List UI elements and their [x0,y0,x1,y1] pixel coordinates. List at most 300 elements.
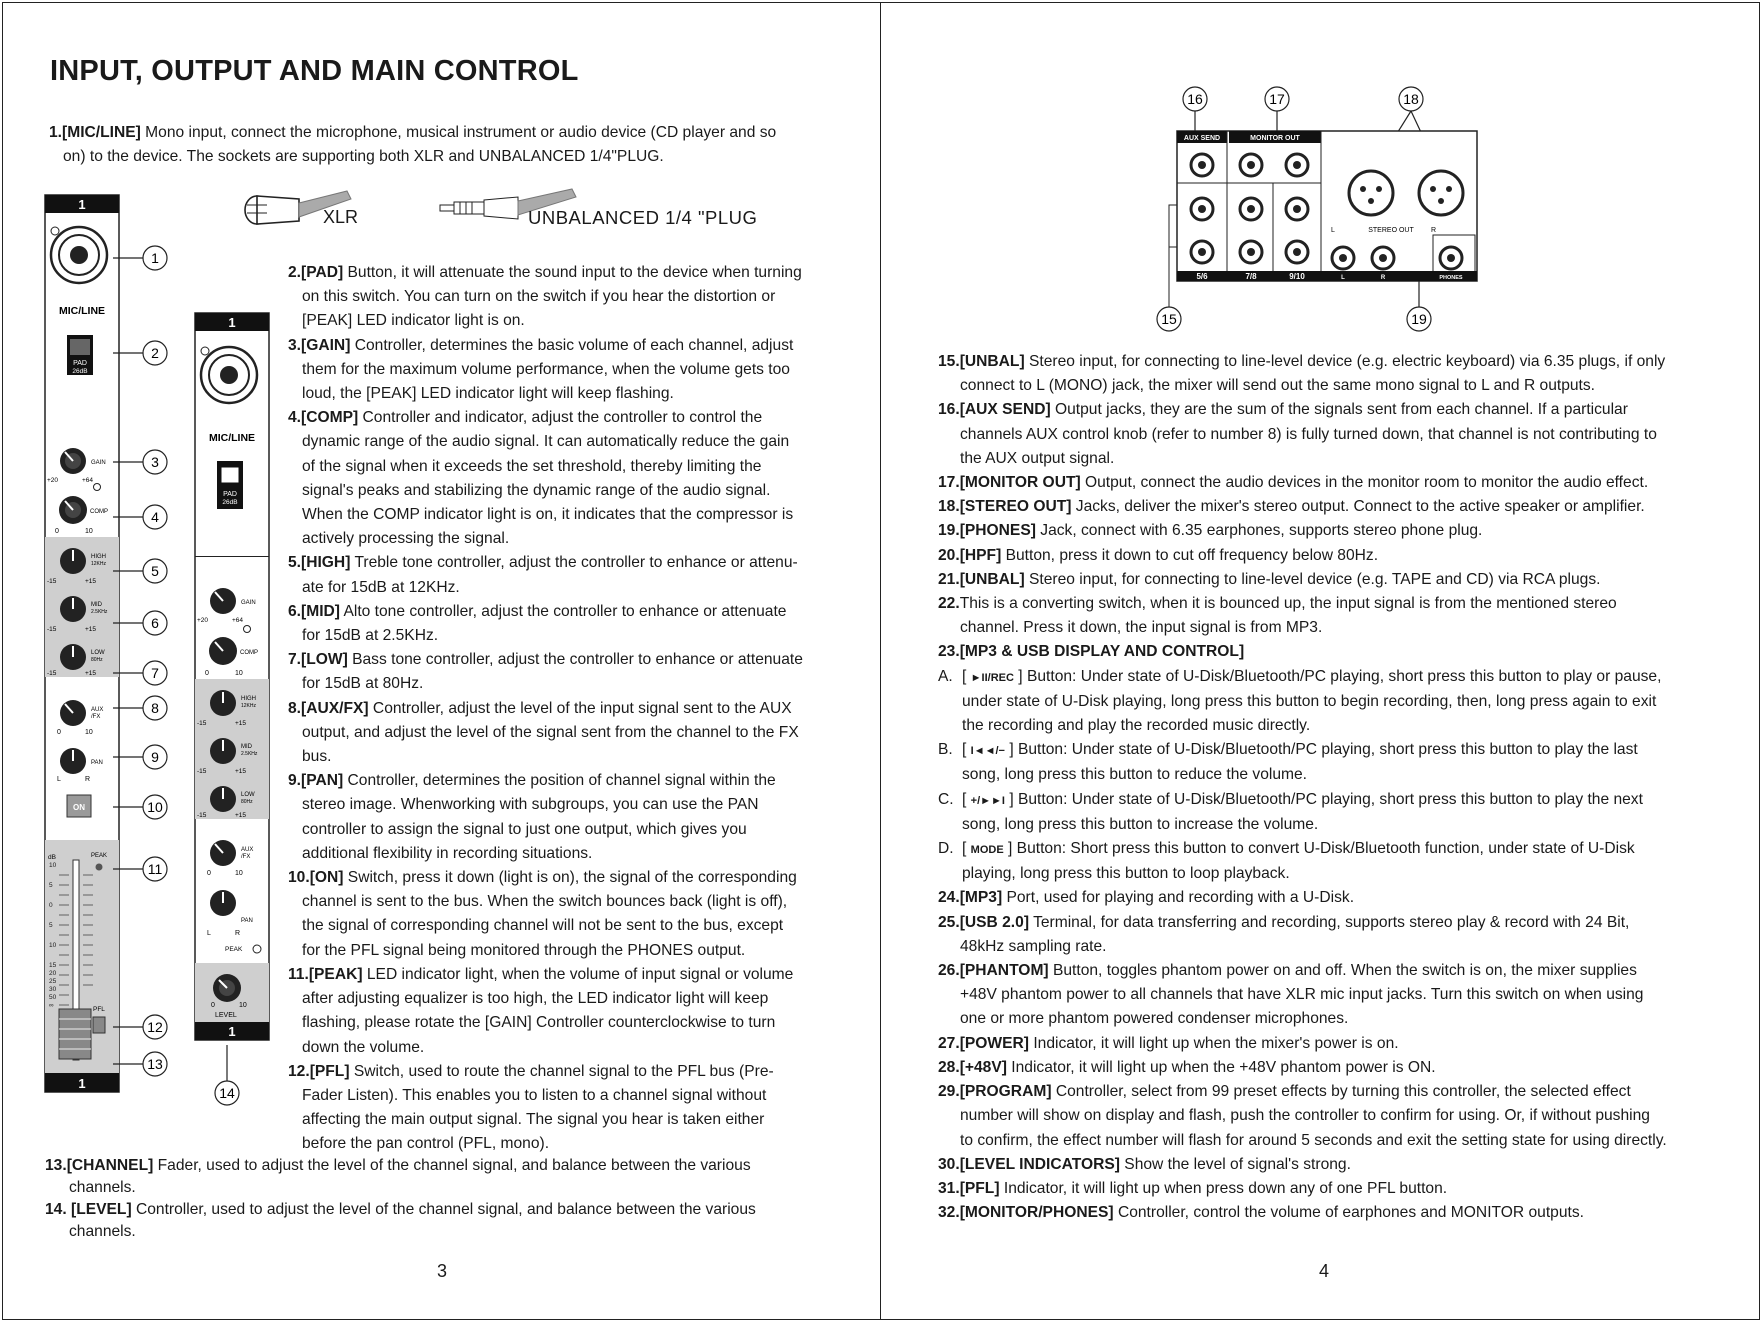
item-text: Fader Listen). This enables you to listen to a channel signal without [302,1086,767,1104]
strip2-bottom-number: 1 [228,1024,236,1039]
strip2-gmin: +20 [197,617,209,624]
callouts-page3 [113,243,243,1113]
strip2-l: L [207,930,211,937]
strip2-top-number: 1 [228,315,236,330]
gain-label: GAIN [91,460,106,466]
item-key: [PFL] [309,1062,350,1080]
item-number: 22. [938,595,960,613]
item-text: Port, used for playing and recording with a U-Disk. [1002,889,1355,907]
sub-item-line [938,837,1738,862]
list-item [288,261,868,334]
item-key: [PEAK] [308,965,363,983]
item-line [288,1108,868,1132]
page-3 [2,2,881,1320]
item-number: 27. [938,1034,960,1052]
item-text: after adjusting equalizer is too high, the LED indicator light will keep [302,990,769,1008]
item-key: [MP3] [959,889,1003,907]
label-7-8: 7/8 [1245,272,1257,281]
item-line [288,527,868,551]
strip2-mic-line: MIC/LINE [208,432,256,444]
sub-item-text: song, long press this button to reduce the volume. [962,766,1308,784]
list-item [938,495,1738,519]
item-line [45,1199,865,1221]
comp-max: 10 [85,528,93,535]
item-text: Controller, used to adjust the level of the channel signal, and balance between the various [131,1201,756,1218]
item-line [938,471,1738,495]
item-line [938,1153,1738,1177]
item-text: dynamic range of the audio signal. It can automatically reduce the gain [302,433,790,451]
list-item [938,1056,1738,1080]
button-symbol-icon: ►II/REC [970,671,1014,684]
item-number: 25. [938,913,960,931]
strip2-hmax: +15 [235,720,247,727]
item-text: for 15dB at 80Hz. [302,675,424,693]
sub-item-line [938,862,1738,886]
callout-15: 15 [1161,311,1177,327]
item-key: [LEVEL INDICATORS] [959,1155,1120,1173]
pad-db-label: 26dB [72,368,88,375]
item-number: 28. [938,1058,960,1076]
strip2-mmin: -15 [197,768,207,775]
stereo-l-box: L [1331,227,1335,234]
items-list-page4 [938,350,1738,1225]
label-9-10: 9/10 [1289,272,1305,281]
callout-6: 6 [151,615,159,631]
item-line [288,382,868,406]
item-text: This is a converting switch, when it is bounced up, the input signal is from the mentioned stereo [959,595,1617,613]
list-item [938,1201,1738,1225]
sub-item-line [938,714,1738,738]
peak-label: PEAK [91,853,108,859]
item-number: 23. [938,643,960,661]
xlr-label: XLR [323,207,359,227]
bracket: [ [962,790,971,808]
intro-key: [MIC/LINE] [62,124,141,141]
item-line [288,479,868,503]
button-symbol-icon: I◄◄/− [970,745,1005,758]
fader-scale-tick: 50 [49,994,57,1001]
strip2-lvmax: 10 [239,1002,247,1009]
list-item [938,886,1738,910]
fader-scale-tick: 25 [49,978,57,985]
item-line [288,1132,868,1156]
item-text: Switch, press it down (light is on), the signal of the corresponding [343,869,797,887]
bracket: [ [962,667,971,685]
strip2-mmax: +15 [235,768,247,775]
item-number: 24. [938,889,960,907]
gain-knob [60,448,86,474]
gain-max-label: +64 [82,477,94,484]
item-line [288,793,868,817]
item-line [938,1177,1738,1201]
strip2-pad: PAD [223,491,237,498]
item-line [938,495,1738,519]
item-number: 5. [288,554,302,572]
pan-l: L [57,776,61,783]
list-item [288,406,868,551]
item-line [288,503,868,527]
callout-18: 18 [1403,91,1419,107]
item-key: [AUX SEND] [959,401,1051,419]
item-text: before the pan control (PFL, mono). [302,1135,550,1153]
sub-item-line [938,665,1738,690]
item-text: number will show on display and flash, push the controller to confirm for using. Or, if without pushing [960,1107,1650,1125]
item-line [938,374,1738,398]
strip2-pan: PAN [241,918,253,924]
sub-item-letter: C. [938,790,954,808]
item-line [938,350,1738,374]
item-text: them for the maximum volume performance, when the volume gets too [302,360,790,378]
strip2-lvmin: 0 [211,1002,215,1009]
strip2-pad-db: 26dB [222,499,238,506]
list-item [938,1032,1738,1056]
item-line [288,745,868,769]
monitor-out-label: MONITOR OUT [1250,135,1300,142]
item-line [45,1155,865,1177]
item-number: 16. [938,401,960,419]
item-text: Controller, select from 99 preset effects by turning this controller, the selected effect [1051,1083,1631,1101]
item-line [288,648,868,672]
callout-10: 10 [147,799,163,815]
item-key: [PFL] [959,1179,1000,1197]
item-key: [CHANNEL] [66,1157,154,1174]
item-number: 10. [288,869,310,887]
list-item [45,1199,865,1243]
strip2-amin: 0 [207,870,211,877]
item-text: Jacks, deliver the mixer's stereo output. Connect to the active speaker or amplifier. [1071,498,1645,516]
item-line [288,890,868,914]
item-line [938,959,1738,983]
callout-5: 5 [151,563,159,579]
item-text: Treble tone controller, adjust the controller to enhance or attenu- [350,554,798,572]
strip2-level: LEVEL [215,1012,237,1019]
strip2-lmin: -15 [197,812,207,819]
item-line [938,616,1738,640]
item-line [938,1032,1738,1056]
item-text: Controller, adjust the level of the input signal sent to the AUX [368,699,792,717]
mid-max: +15 [85,626,97,633]
pfl-label: PFL [93,1006,105,1013]
item-line [288,721,868,745]
item-number: 4. [288,409,302,427]
item-line [288,818,868,842]
item-key: [PAD] [301,264,344,281]
item-text: Alto tone controller, adjust the controller to enhance or attenuate [340,602,787,620]
item-line [938,1129,1738,1153]
aux-send-label: AUX SEND [1183,135,1221,142]
callout-13: 13 [147,1056,163,1072]
item-text: Controller and indicator, adjust the controller to control the [358,409,763,427]
item-number: 20. [938,546,960,564]
item-number: 9. [288,772,302,790]
item-text: Fader, used to adjust the level of the channel signal, and balance between the various [153,1157,751,1174]
item-line [288,842,868,866]
item-text: output, and adjust the level of the signal sent from the channel to the FX [302,723,799,741]
item-line [288,406,868,430]
sub-item-text: Button: Short press this button to convert U-Disk/Bluetooth function, under state of U-Disk [1012,840,1635,858]
pan-r: R [85,776,91,783]
item-line [288,600,868,624]
strip-mic-line-label: MIC/LINE [58,305,106,317]
item-text: actively processing the signal. [302,530,510,548]
item-line [938,640,1738,664]
item-text: loud, the [PEAK] LED indicator light will keep flashing. [302,385,674,403]
list-item [288,963,868,1060]
item-text: connect to L (MONO) jack, the mixer will send out the same mono signal to L and R outputs. [960,377,1596,395]
fader-scale-tick: 5 [49,922,53,929]
aux-min: 0 [57,729,61,736]
sub-item-line [938,763,1738,787]
label-l: L [1341,275,1345,281]
fader-scale-tick: ∞ [49,1002,54,1009]
list-item [938,640,1738,664]
item-line [288,261,868,285]
item-line [288,285,868,309]
item-key: [POWER] [959,1034,1029,1052]
list-item [288,1060,868,1157]
callout-9: 9 [151,749,159,765]
page-number-3: 3 [437,1261,448,1281]
item-text: channel is sent to the bus. When the switch bounces back (light is off), [302,893,788,911]
sub-item-text: playing, long press this button to loop playback. [962,865,1290,883]
intro-paragraph [49,121,849,169]
item-number: 2. [288,264,302,281]
mid-freq: 2.5KHz [91,609,108,615]
callout-17: 17 [1269,91,1285,107]
item-number: 19. [938,522,960,540]
sub-item-line [938,738,1738,763]
item-text: ate for 15dB at 12KHz. [302,578,460,596]
pan-label: PAN [91,760,103,766]
intro-num: 1. [49,124,63,141]
item-number: 13. [45,1157,67,1174]
fx-label: /FX [91,714,101,720]
strip2-gmax: +64 [232,617,244,624]
list-item [288,551,868,599]
strip2-mid: MID [241,744,252,750]
callout-11: 11 [147,861,163,877]
item-key: [+48V] [959,1058,1007,1076]
item-text: on this switch. You can turn on the switch if you hear the distortion or [302,288,776,306]
pad-label: PAD [73,360,87,367]
strip-bottom-number: 1 [78,1076,86,1091]
gain-min-label: +20 [47,477,59,484]
list-item [938,568,1738,592]
items-bottom-page3 [45,1155,865,1243]
item-line [288,987,868,1011]
fader-scale-tick: 0 [49,902,53,909]
item-text: to confirm, the effect number will flash for around 5 seconds and exit the setting state for using directly. [960,1131,1667,1149]
db-label: dB [48,854,56,861]
comp-min: 0 [55,528,59,535]
item-number: 12. [288,1062,310,1080]
item-number: 3. [288,336,302,354]
bracket: [ [962,741,971,759]
low-knob [60,644,86,670]
items-list-page3 [288,261,868,1157]
strip2-r: R [235,930,241,937]
item-key: [LOW] [301,651,348,669]
list-item [288,769,868,866]
high-max: +15 [85,578,97,585]
item-text: [PEAK] LED indicator light is on. [302,312,525,330]
item-number: 31. [938,1179,960,1197]
item-key: [UNBAL] [959,570,1025,588]
list-item [938,1153,1738,1177]
intro-cont: on) to the device. The sockets are supporting both XLR and UNBALANCED 1/4"PLUG. [63,148,664,166]
item-number: 11. [288,965,309,983]
item-line [288,769,868,793]
list-item [288,866,868,963]
sub-item-text: song, long press this button to increase the volume. [962,815,1319,833]
item-key: [AUX/FX] [301,699,369,717]
item-key: [COMP] [301,409,359,427]
aux-label: AUX [91,707,104,713]
comp-knob [59,496,87,524]
item-text: Terminal, for data transferring and recording, supports stereo play & record with 24 Bit, [1029,913,1630,931]
item-text: Indicator, it will light up when the mixer's power is on. [1028,1034,1399,1052]
item-number: 14. [45,1201,72,1218]
item-text: channels. [69,1223,136,1240]
callout-1: 1 [151,250,159,266]
item-line [45,1177,865,1199]
item-number: 8. [288,699,302,717]
sub-item-letter: D. [938,840,954,858]
intro-text: Mono input, connect the microphone, musical instrument or audio device (CD player and so [140,124,777,141]
callout-14: 14 [219,1085,235,1101]
item-number: 7. [288,651,302,669]
sub-item-text: under state of U-Disk playing, long press this button to begin recording, then, long press again to exit [962,692,1657,710]
list-item [288,648,868,696]
item-number: 18. [938,498,960,516]
list-item [938,519,1738,543]
strip2-lowf: 80Hz [241,799,253,805]
item-text: Show the level of signal's strong. [1119,1155,1351,1173]
item-line [288,430,868,454]
item-text: channel. Press it down, the input signal is from MP3. [960,619,1323,637]
list-item [938,544,1738,568]
list-item [938,471,1738,495]
sub-items [938,665,1738,887]
item-text: signal's peaks and stabilizing the dynamic range of the audio signal. [302,481,771,499]
bracket: [ [962,840,971,858]
page-number-4: 4 [1319,1261,1330,1281]
list-item [938,1177,1738,1201]
item-line [288,624,868,648]
item-line [288,455,868,479]
item-line [288,334,868,358]
item-line [288,576,868,600]
item-line [938,1104,1738,1128]
fader-scale-tick: 30 [49,986,57,993]
strip2-peak: PEAK [225,946,243,953]
on-button-label: ON [73,803,85,812]
item-line [938,398,1738,422]
item-key: [MONITOR/PHONES] [959,1204,1114,1222]
item-key: [MID] [301,602,340,620]
strip2-amax: 10 [235,870,243,877]
item-number: 30. [938,1155,960,1173]
callout-8: 8 [151,700,159,716]
stereo-out-label: STEREO OUT [1368,227,1414,234]
fader-scale-tick: 10 [49,942,57,949]
list-item [288,697,868,770]
low-max: +15 [85,670,97,677]
sub-item-text: the recording and play the recorded music directly. [962,717,1311,735]
item-key: [HPF] [959,546,1002,564]
item-text: flashing, please rotate the [GAIN] Controller counterclockwise to turn [302,1014,776,1032]
item-line [288,1060,868,1084]
stereo-r-box: R [1431,227,1437,234]
item-line [938,519,1738,543]
strip2-lmax: +15 [235,812,247,819]
callout-4: 4 [151,509,159,525]
list-item [288,600,868,648]
item-key: [MONITOR OUT] [959,474,1081,492]
item-text: Controller, determines the basic volume of each channel, adjust [350,336,794,354]
list-item [45,1155,865,1199]
item-line [288,939,868,963]
item-text: bus. [302,748,332,766]
list-item [938,398,1738,471]
item-number: 15. [938,353,960,370]
item-text: controller to assign the signal to just one output, which gives you [302,820,747,838]
item-text: the signal of corresponding channel will not be sent to the bus, except [302,917,784,935]
item-text: Switch, used to route the channel signal to the PFL bus (Pre- [349,1062,774,1080]
item-text: the AUX output signal. [960,449,1115,467]
item-line [288,963,868,987]
item-text: Output jacks, they are the sum of the signals sent from each channel. If a particular [1050,401,1628,419]
strip2-cmax: 10 [235,670,243,677]
item-text: channels AUX control knob (refer to number 8) is fully turned down, that channel is not contributing to [960,425,1657,443]
item-key: [ON] [309,869,344,887]
label-r: R [1380,275,1386,281]
fader-scale [49,861,56,1009]
item-line [288,866,868,890]
list-item [938,1080,1738,1153]
item-line [288,1084,868,1108]
item-text: Controller, determines the position of channel signal within the [343,772,776,790]
item-line [938,544,1738,568]
bracket: ] [1004,790,1014,808]
list-item [938,911,1738,959]
item-line [938,886,1738,910]
item-line [938,983,1738,1007]
item-key: [PROGRAM] [959,1083,1052,1101]
fader-scale-tick: 20 [49,970,57,977]
item-text: of the signal when it exceeds the set threshold, thereby limiting the [302,457,762,475]
item-text: 48kHz sampling rate. [960,937,1107,955]
aux-max: 10 [85,729,93,736]
high-label: HIGH [91,554,106,560]
item-line [938,1201,1738,1225]
item-key: [LEVEL] [71,1201,132,1218]
item-line [938,423,1738,447]
strip2-aux: AUX [241,847,254,853]
item-line [938,447,1738,471]
strip2-comp: COMP [240,650,258,656]
mid-min: -15 [47,626,57,633]
sub-item-text: Button: Under state of U-Disk/Bluetooth/PC playing, short press this button to play the last [1013,741,1638,759]
sub-item-line [938,813,1738,837]
item-line [288,1036,868,1060]
item-line [288,309,868,333]
fader-scale-tick: 15 [49,962,57,969]
sub-item-text: Button: Under state of U-Disk/Bluetooth/PC playing, short press this button to play the next [1013,790,1643,808]
item-text: one or more phantom powered condenser microphones. [960,1010,1349,1028]
callout-16: 16 [1187,91,1203,107]
bracket: ] [1004,741,1014,759]
